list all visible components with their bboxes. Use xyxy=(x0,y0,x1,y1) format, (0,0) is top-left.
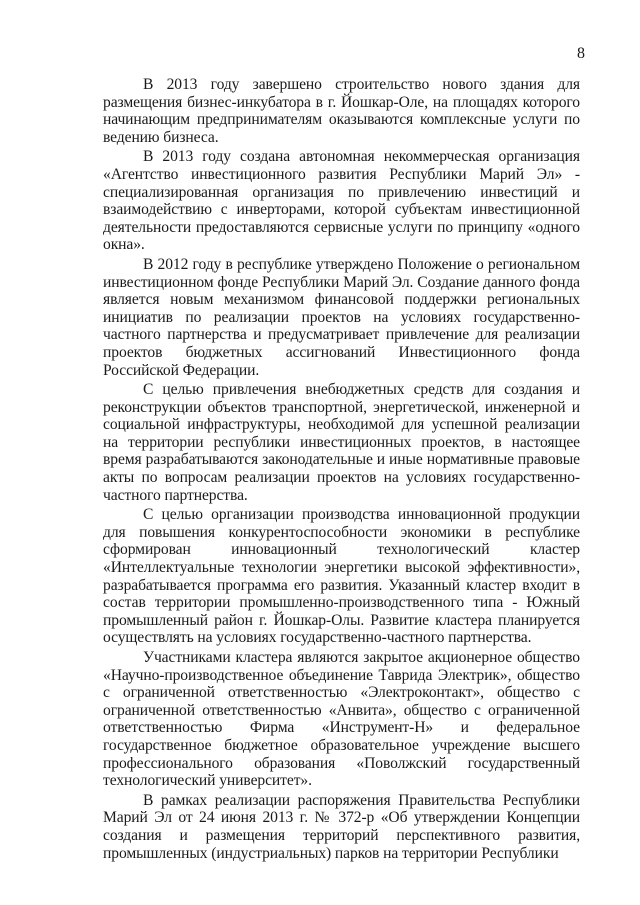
paragraph-infrastructure: С целью привлечения внебюджетных средств для создания и реконструкции объектов транспортной, энергетической, инженерной и социальной инфраструктуры, необходимой для успешной реализации на территории республики инвестиционных проектов, в настоящее время разрабатываются законодательные и иные нормативные правовые акты по вопросам реализации проектов на условиях государственно-частного партнерства. xyxy=(103,381,580,504)
paragraph-innovation-cluster: С целью организации производства инновационной продукции для повышения конкурентоспособности экономики в республике сформирован инновационный технологический кластер «Интеллектуальные технологии энергетики высокой эффективности», разрабатывается программа его развития. Указанный кластер входит в состав территории промышленно-производственного типа - Южный промышленный район г. Йошкар-Олы. Развитие кластера планируется осуществлять на условиях государственно-частного партнерства. xyxy=(103,506,580,647)
paragraph-cluster-participants: Участниками кластера являются закрытое акционерное общество «Научно-производственное объединение Таврида Электрик», общество с ограниченной ответственностью «Электроконтакт», общество с ограниченной ответственностью «Анвита», общество с ограниченной ответственностью Фирма «Инструмент-Н» и федеральное государственное бюджетное образовательное учреждение высшего профессионального образования «Поволжский государственный технологический университет». xyxy=(103,649,580,790)
paragraph-government-order: В рамках реализации распоряжения Правительства Республики Марий Эл от 24 июня 2013 г. № 372-р «Об утверждении Концепции создания и размещения территорий перспективного развития, промышленных (индустриальных) парков на территории Республики xyxy=(103,791,580,862)
paragraph-business-incubator: В 2013 году завершено строительство нового здания для размещения бизнес-инкубатора в г. Йошкар-Оле, на площадях которого начинающим предпринимателям оказываются комплексные услуги по ведению бизнеса. xyxy=(103,76,580,146)
paragraph-investment-agency: В 2013 году создана автономная некоммерческая организация «Агентство инвестиционного развития Республики Марий Эл» - специализированная организация по привлечению инвестиций и взаимодействию с инверторами, которой субъектам инвестиционной деятельности предоставляются сервисные услуги по принципу «одного окна». xyxy=(103,148,580,254)
body-text xyxy=(103,76,580,862)
paragraph-investment-fund: В 2012 году в республике утверждено Положение о региональном инвестиционном фонде Республики Марий Эл. Создание данного фонда является новым механизмом финансовой поддержки региональных инициатив по реализации проектов на условиях государственно-частного партнерства и предусматривает привлечение для реализации проектов бюджетных ассигнований Инвестиционного фонда Российской Федерации. xyxy=(103,255,580,379)
page-number: 8 xyxy=(577,45,585,62)
